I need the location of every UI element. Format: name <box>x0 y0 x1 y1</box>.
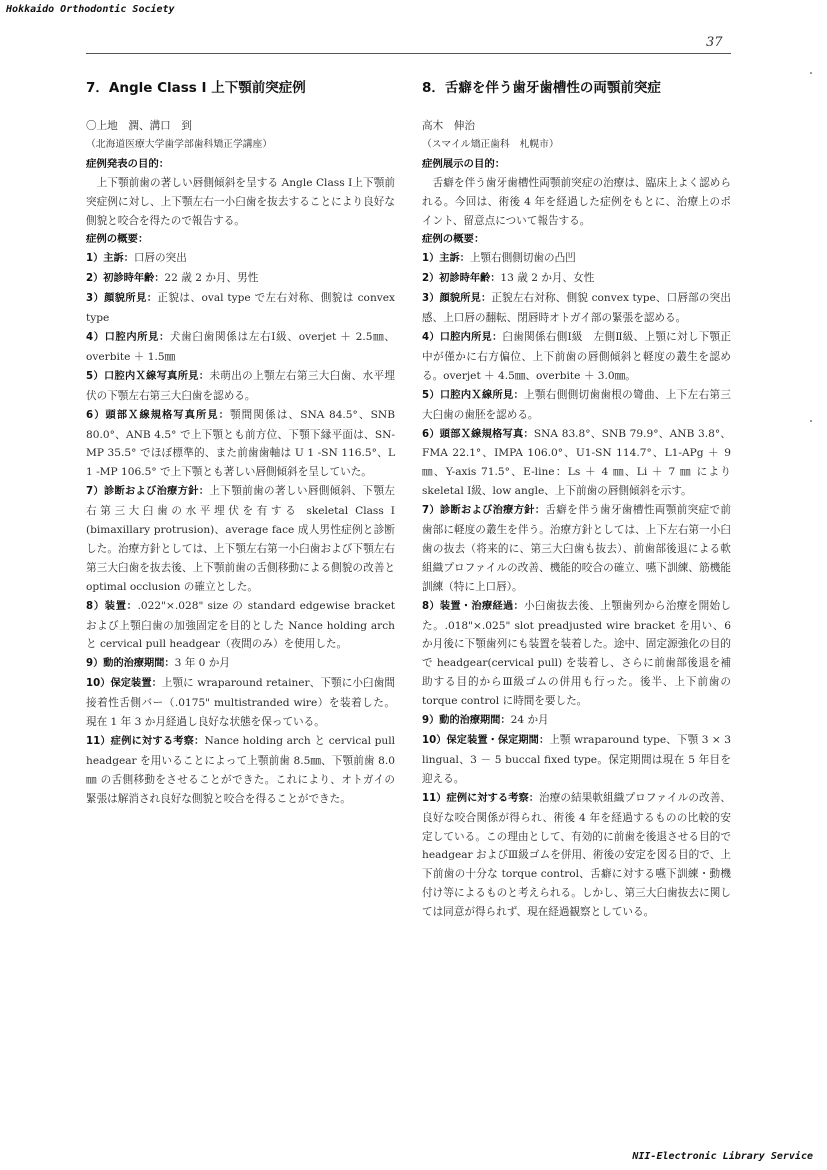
item-text: 口唇の突出 <box>133 252 187 265</box>
page-number: 37 <box>706 35 723 50</box>
list-item <box>86 406 395 483</box>
list-item <box>422 597 731 711</box>
item-text: Nance holding arch と cervical pull headgear を用いることによって上顎前歯 8.5㎜、下顎前歯 8.0㎜ の舌側移動をさせることができた。これにより、オトガイの緊張は解消され良好な側貌と咬合を得ることができた。 <box>86 735 395 805</box>
item-label: 5）口腔内Ｘ線所見： <box>422 389 524 401</box>
item-text: 上顎に wraparound retainer、下顎に小臼歯間接着性舌側バー（.0175" multistranded wire）を装着した。現在 1 年 3 か月経過し良好な状態を保っている。 <box>86 677 395 729</box>
item-text: 舌癖を伴う歯牙歯槽性両顎前突症で前歯部に軽度の叢生を伴う。治療方針としては、上下左右第一小臼歯の抜去（将来的に、第三大臼歯も抜去）、前歯部後退による軟組織プロファイルの改善、機能的咬合の確立、嚥下訓練、筋機能訓練（特に上口唇）。 <box>422 504 732 593</box>
affiliation: （スマイル矯正歯科 札幌市） <box>422 138 559 150</box>
item-text: 小臼歯抜去後、上顎歯列から治療を開始した。.018"×.025" slot preadjusted wire bracket を用い、6 か月後に下顎歯列にも装置を装着した。途中、固定源強化の目的で headgear(cervical pull) を装着し、さらに前歯部後退を補助する目的からⅢ級ゴムの併用も行った。後半、上下前歯の torque control に時間を要した。 <box>422 599 731 708</box>
list-item <box>422 731 731 789</box>
item-text: 上顎右側側切歯歯根の彎曲、上下左右第三大臼歯の歯胚を認める。 <box>422 388 731 421</box>
list-item <box>86 289 395 328</box>
item-label: 6）頭部Ｘ線規格写真所見： <box>86 409 230 421</box>
list-item <box>422 289 731 328</box>
item-text: 13 歳 2 か月、女性 <box>500 272 595 285</box>
item-label: 10）保定装置： <box>86 678 162 690</box>
item-text: 3 年 0 か月 <box>174 657 230 670</box>
list-item <box>422 425 731 502</box>
item-text: 犬歯臼歯関係は左右Ⅰ級、overjet ＋ 2.5㎜、overbite ＋ 1.5㎜ <box>86 330 395 363</box>
purpose-text: 上下顎前歯の著しい唇側傾斜を呈する Angle Class Ⅰ上下顎前突症例に対し、上下顎左右一小臼歯を抜去することにより良好な側貌と咬合を得たので報告する。 <box>86 176 395 227</box>
list-item <box>422 328 731 386</box>
item-label: 8）装置・治療経過： <box>422 600 524 612</box>
list-item <box>86 674 395 732</box>
item-text: 顎間関係は、SNA 84.5°、SNB 80.0°、ANB 4.5° で上下顎とも前方位、下顎下縁平面は、SN-MP 35.5° でほぼ標準的、また前歯歯軸は U 1 -SN 116.5°、L 1 -MP 106.5° で上下顎とも著しい唇側傾斜を呈していた。 <box>86 408 395 479</box>
footer-library-service: NII-Electronic Library Service <box>632 1151 813 1162</box>
item-label: 2）初診時年齢： <box>422 273 501 285</box>
list-item <box>86 654 395 674</box>
item-label: 11）症例に対する考察： <box>422 792 540 804</box>
list-item <box>86 328 395 367</box>
scan-mark <box>810 72 812 74</box>
item-label: 2）初診時年齢： <box>86 273 165 285</box>
authors: 〇上地 潤、溝口 到 <box>86 120 192 132</box>
item-text: 24 か月 <box>510 714 549 727</box>
list-item <box>422 249 731 269</box>
list-item <box>86 269 395 289</box>
list-item <box>422 269 731 289</box>
item-label: 3）顔貌所見： <box>422 293 492 305</box>
item-label: 8）装置： <box>86 600 138 612</box>
list-item <box>86 367 395 406</box>
item-text: 未萌出の上顎左右第三大臼歯、水平埋伏の下顎左右第三大臼歯を認める。 <box>86 369 396 402</box>
running-header-society: Hokkaido Orthodontic Society <box>6 4 175 15</box>
list-item <box>422 711 731 731</box>
item-label: 3）顔貌所見： <box>86 293 158 305</box>
item-text: .022"×.028" size の standard edgewise bracket および上顎臼歯の加強固定を目的とした Nance holding arch と cervical pull headgear（夜間のみ）を使用した。 <box>86 599 396 651</box>
item-text: 臼歯関係右側Ⅰ級 左側Ⅱ級、上顎に対し下顎正中が僅かに右方偏位、上下前歯の唇側傾斜と軽度の叢生を認める。overjet ＋ 4.5㎜、overbite ＋ 3.0㎜。 <box>422 330 731 382</box>
section-heading-overview: 症例の概要： <box>86 233 149 246</box>
affiliation: （北海道医療大学歯学部歯科矯正学講座） <box>86 138 273 150</box>
authors: 高木 伸治 <box>422 120 475 132</box>
item-label: 1）主訴： <box>86 253 134 265</box>
item-text: 上顎 wraparound type、下顎 3 × 3 lingual、3 － 5 buccal fixed type。保定期間は現在 5 年目を迎える。 <box>422 734 731 785</box>
item-label: 5）口腔内Ｘ線写真所見： <box>86 370 210 382</box>
item-label: 4）口腔内所見： <box>86 331 170 343</box>
left-column <box>86 78 395 809</box>
list-item <box>86 482 395 596</box>
abstract-title-8: 8．舌癖を伴う歯牙歯槽性の両顎前突症 <box>422 80 661 96</box>
list-item <box>86 597 395 655</box>
item-text: 上顎右側側切歯の凸凹 <box>469 252 576 265</box>
item-text: 正貌左右対称、側貌 convex type、口唇部の突出感、上口唇の翻転、閉唇時オトガイ部の緊張を認める。 <box>422 292 732 325</box>
item-label: 1）主訴： <box>422 253 470 265</box>
item-label: 9）動的治療期間： <box>86 658 175 670</box>
item-label: 4）口腔内所見： <box>422 331 503 343</box>
item-text: 上下顎前歯の著しい唇側傾斜、下顎左右第三大臼歯の水平埋伏を有する skeletal Class Ⅰ (bimaxillary protrusion)、average face 成人男性症例と診断した。治療方針としては、上下顎左右第一小臼歯および下顎左右第三大臼歯を抜去後、上下顎前歯の舌側移動による側貌の改善と optimal occlusion の確立とした。 <box>86 485 396 593</box>
section-heading-purpose: 症例展示の目的： <box>422 157 506 170</box>
section-heading-purpose: 症例発表の目的： <box>86 157 170 170</box>
item-label: 6）頭部Ｘ線規格写真： <box>422 428 534 440</box>
item-text: 治療の結果軟組織プロファイルの改善、良好な咬合関係が得られ、術後 4 年を経過するものの比較的安定している。この理由として、有効的に前歯を後退させる目的で headgear およびⅢ級ゴムを併用、術後の安定を図る目的で、上下前歯の十分な torque control、舌癖に対する嚥下訓練・動機付け等によるものと考えられる。しかし、第三大臼歯抜去に関しては同意が得られず、現在経過観察としている。 <box>422 791 731 919</box>
purpose-text: 舌癖を伴う歯牙歯槽性両顎前突症の治療は、臨床上よく認められる。今回は、術後 4 年を経過した症例をもとに、治療上のポイント、留意点について報告する。 <box>422 176 731 227</box>
list-item <box>422 501 731 597</box>
list-item <box>86 732 395 809</box>
item-text: SNA 83.8°、SNB 79.9°、ANB 3.8°、FMA 22.1°、IMPA 106.0°、U1-SN 114.7°、L1-APg ＋ 9 ㎜、Y-axis 71.5°、E-line：Ls ＋ 4 ㎜、Li ＋ 7 ㎜ により skeletal Ⅰ級、low angle、上下前歯の唇側傾斜を示す。 <box>422 427 731 498</box>
item-text: 正貌は、oval type で左右対称、側貌は convex type <box>86 292 395 325</box>
section-heading-overview: 症例の概要： <box>422 233 485 246</box>
header-rule <box>86 53 731 54</box>
item-label: 7）診断および治療方針： <box>422 505 546 517</box>
item-label: 11）症例に対する考察： <box>86 736 205 747</box>
list-item <box>86 249 395 269</box>
scan-mark <box>810 420 812 422</box>
list-item <box>422 386 731 425</box>
abstract-title-7: 7．Angle Class Ⅰ 上下顎前突症例 <box>86 80 306 96</box>
item-text: 22 歳 2 か月、男性 <box>164 272 259 285</box>
item-label: 9）動的治療期間： <box>422 715 511 727</box>
right-column <box>422 78 731 922</box>
item-label: 7）診断および治療方針： <box>86 486 210 498</box>
item-label: 10）保定装置・保定期間： <box>422 735 550 746</box>
list-item <box>422 789 731 922</box>
